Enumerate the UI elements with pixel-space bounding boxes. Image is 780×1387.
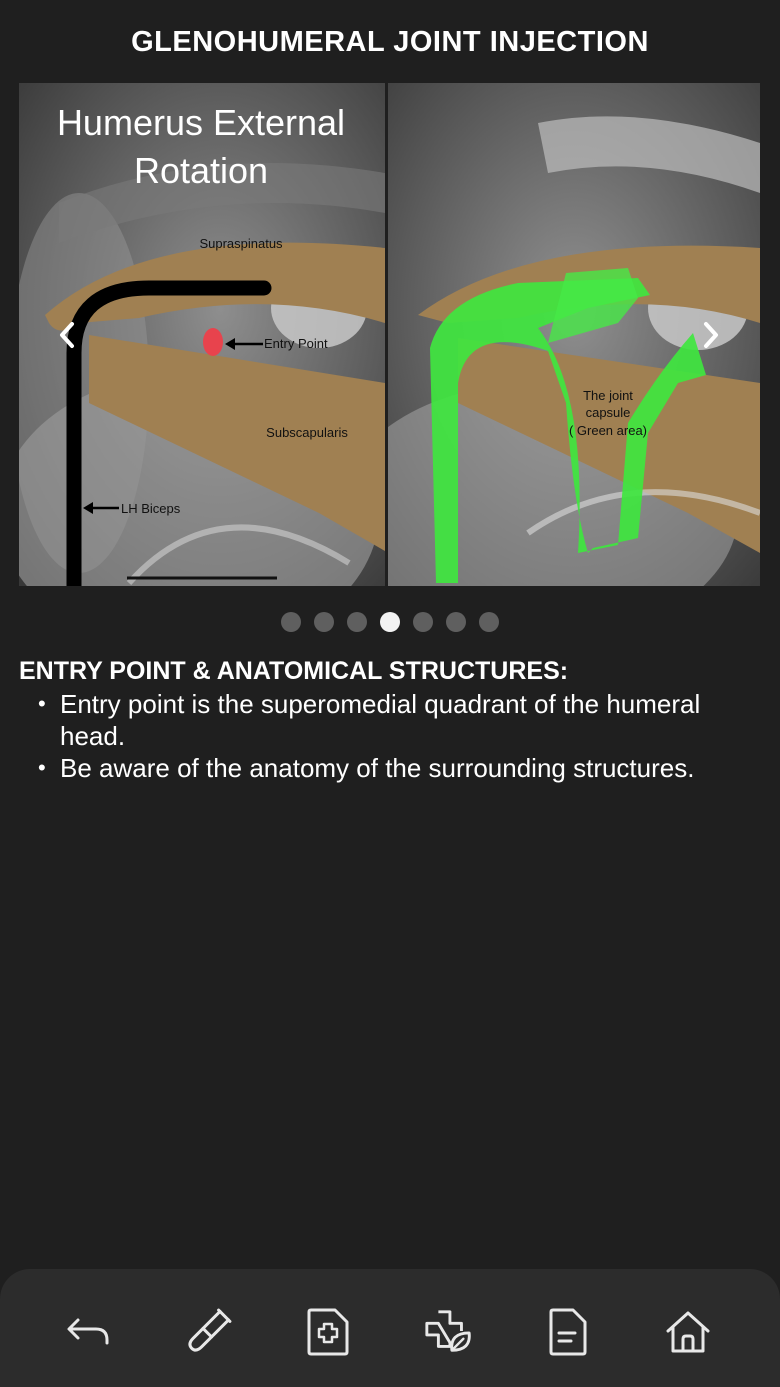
label-supraspinatus: Supraspinatus — [199, 236, 283, 251]
document-icon — [547, 1307, 589, 1357]
medical-document-icon — [305, 1307, 351, 1357]
label-subscapularis: Subscapularis — [266, 425, 348, 440]
bullet-item-2: • Be aware of the anatomy of the surrounding structures. — [38, 752, 738, 784]
medical-leaf-icon — [423, 1307, 473, 1357]
carousel-pagination — [0, 612, 780, 632]
pagination-dot-2[interactable] — [314, 612, 334, 632]
test-tube-icon — [183, 1307, 233, 1357]
pagination-dot-5[interactable] — [413, 612, 433, 632]
medical-record-button[interactable] — [303, 1307, 353, 1357]
panel-heading-line1: Humerus External — [56, 102, 346, 143]
pagination-dot-7[interactable] — [479, 612, 499, 632]
chevron-right-icon — [700, 321, 722, 349]
bullet-item-1: • Entry point is the superomedial quadrant of the humeral head. — [38, 688, 738, 752]
notes-button[interactable] — [543, 1307, 593, 1357]
home-icon — [664, 1309, 712, 1355]
label-capsule-line2: capsule — [585, 405, 631, 420]
page-title: GLENOHUMERAL JOINT INJECTION — [131, 26, 649, 58]
pagination-dot-4-active[interactable] — [380, 612, 400, 632]
pagination-dot-6[interactable] — [446, 612, 466, 632]
image-carousel[interactable] — [19, 83, 760, 586]
pagination-dot-3[interactable] — [347, 612, 367, 632]
herbal-treatment-button[interactable] — [423, 1307, 473, 1357]
section-heading: ENTRY POINT & ANATOMICAL STRUCTURES: — [19, 657, 569, 685]
home-button[interactable] — [663, 1307, 713, 1357]
back-arrow-icon — [64, 1312, 112, 1352]
carousel-prev-button[interactable] — [47, 313, 87, 357]
lab-button[interactable] — [183, 1307, 233, 1357]
back-button[interactable] — [63, 1307, 113, 1357]
panel-heading-line2: Rotation — [133, 150, 269, 191]
carousel-next-button[interactable] — [691, 313, 731, 357]
bullet-list — [38, 688, 738, 784]
chevron-left-icon — [56, 321, 78, 349]
label-capsule-line3: ( Green area) — [568, 423, 648, 438]
bottom-navigation-bar — [0, 1269, 780, 1387]
label-lh-biceps: LH Biceps — [121, 501, 181, 516]
pagination-dot-1[interactable] — [281, 612, 301, 632]
entry-point-marker — [203, 328, 223, 356]
label-capsule-line1: The joint — [583, 388, 633, 403]
label-entry-point: Entry Point — [264, 336, 328, 351]
